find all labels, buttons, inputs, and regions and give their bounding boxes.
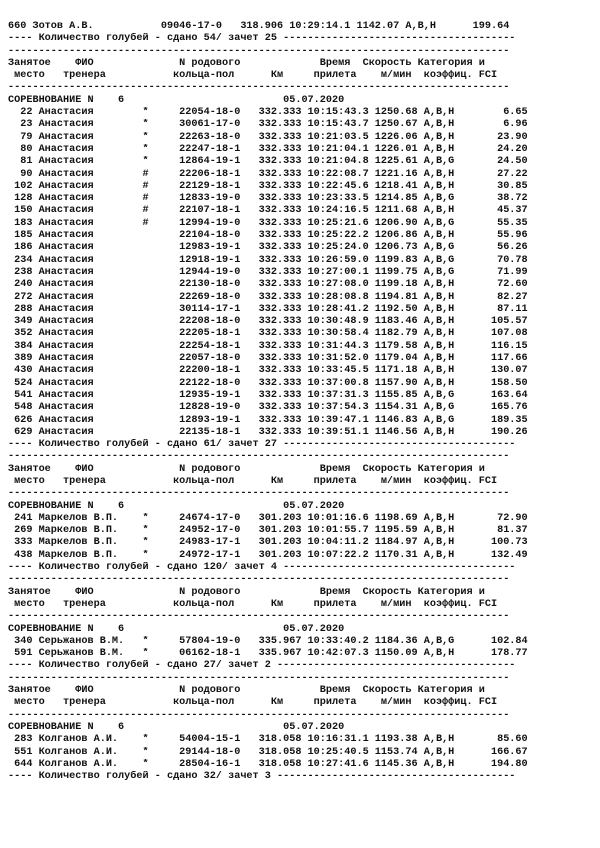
text-line: 626 Анастасия 12893-19-1 332.333 10:39:47.1 1146.83 A,B,G 189.35 xyxy=(8,414,528,426)
text-line: ---------------------------------------------------------------------------------- xyxy=(8,488,510,500)
text-line: 90 Анастасия # 22206-18-1 332.333 10:22:08.7 1221.16 A,B,H 27.22 xyxy=(8,168,528,180)
text-line: 272 Анастасия 22269-18-0 332.333 10:28:08.8 1194.81 A,B,H 82.27 xyxy=(8,291,528,303)
text-line: 591 Серьжанов В.М. * 06162-18-1 335.967 10:42:07.3 1150.09 A,B,H 178.77 xyxy=(8,648,528,660)
text-line: 629 Анастасия 22135-18-1 332.333 10:39:51.1 1146.56 A,B,H 190.26 xyxy=(8,426,528,438)
text-line: ---------------------------------------------------------------------------------- xyxy=(8,451,510,463)
text-line: 352 Анастасия 22205-18-1 332.333 10:30:58.4 1182.79 A,B,H 107.08 xyxy=(8,328,528,340)
text-line: ---- Количество голубей - сдано 54/ зачет 25 -------------------------------------- xyxy=(8,33,516,45)
results-printout xyxy=(8,21,588,783)
text-line: 80 Анастасия * 22247-18-1 332.333 10:21:04.1 1226.01 A,B,H 24.20 xyxy=(8,143,528,155)
text-line: ---------------------------------------------------------------------------------- xyxy=(8,574,510,586)
text-line: ---- Количество голубей - сдано 120/ зачет 4 -------------------------------------- xyxy=(8,562,516,574)
text-line: 79 Анастасия * 22263-18-0 332.333 10:21:03.5 1226.06 A,B,H 23.90 xyxy=(8,131,528,143)
text-line: 524 Анастасия 22122-18-0 332.333 10:37:00.8 1157.90 A,B,H 158.50 xyxy=(8,377,528,389)
text-line: 240 Анастасия 22130-18-0 332.333 10:27:08.0 1199.18 A,B,H 72.60 xyxy=(8,279,528,291)
text-line: ---------------------------------------------------------------------------------- xyxy=(8,709,510,721)
text-line: ---------------------------------------------------------------------------------- xyxy=(8,45,510,57)
text-line: 241 Маркелов В.П. * 24674-17-0 301.203 10:01:16.6 1198.69 A,B,H 72.90 xyxy=(8,512,528,524)
text-line: 269 Маркелов В.П. * 24952-17-0 301.203 10:01:55.7 1195.59 A,B,H 81.37 xyxy=(8,525,528,537)
text-line: место тренера кольца-пол Км прилета м/мин коэффиц. FCI xyxy=(8,598,498,610)
text-line: 234 Анастасия 12918-19-1 332.333 10:26:59.0 1199.83 A,B,G 70.78 xyxy=(8,254,528,266)
text-line: ---- Количество голубей - сдано 27/ зачет 2 --------------------------------------- xyxy=(8,660,516,672)
text-line: ---------------------------------------------------------------------------------- xyxy=(8,672,510,684)
text-line: 384 Анастасия 22254-18-1 332.333 10:31:44.3 1179.58 A,B,H 116.15 xyxy=(8,340,528,352)
text-line: 430 Анастасия 22200-18-1 332.333 10:33:45.5 1171.18 A,B,H 130.07 xyxy=(8,365,528,377)
text-line: 22 Анастасия * 22054-18-0 332.333 10:15:43.3 1250.68 A,B,H 6.65 xyxy=(8,107,528,119)
text-line: 150 Анастасия # 22107-18-1 332.333 10:24:16.5 1211.68 A,B,H 45.37 xyxy=(8,205,528,217)
text-line: 185 Анастасия 22104-18-0 332.333 10:25:22.2 1206.86 A,B,H 55.96 xyxy=(8,230,528,242)
text-line: Занятое ФИО N родового Время Скорость Категория и xyxy=(8,586,485,598)
text-line: 238 Анастасия 12944-19-0 332.333 10:27:00.1 1199.75 A,B,G 71.99 xyxy=(8,266,528,278)
text-line: 438 Маркелов В.П. * 24972-17-1 301.203 10:07:22.2 1170.31 A,B,H 132.49 xyxy=(8,549,528,561)
text-line: ---------------------------------------------------------------------------------- xyxy=(8,82,510,94)
text-line: Занятое ФИО N родового Время Скорость Категория и xyxy=(8,463,485,475)
text-line: место тренера кольца-пол Км прилета м/мин коэффиц. FCI xyxy=(8,70,498,82)
text-line: 349 Анастасия 22208-18-0 332.333 10:30:48.9 1183.46 A,B,H 105.57 xyxy=(8,316,528,328)
text-line: Занятое ФИО N родового Время Скорость Категория и xyxy=(8,57,485,69)
text-line: СОРЕВНОВАНИЕ N 6 05.07.2020 xyxy=(8,500,345,512)
text-line: 186 Анастасия 12983-19-1 332.333 10:25:24.0 1206.73 A,B,G 56.26 xyxy=(8,242,528,254)
text-line: 340 Серьжанов В.М. * 57804-19-0 335.967 10:33:40.2 1184.36 A,B,G 102.84 xyxy=(8,635,528,647)
text-line: Занятое ФИО N родового Время Скорость Категория и xyxy=(8,685,485,697)
text-line: 551 Колганов А.И. * 29144-18-0 318.058 10:25:40.5 1153.74 A,B,H 166.67 xyxy=(8,746,528,758)
text-line: ---- Количество голубей - сдано 32/ зачет 3 --------------------------------------- xyxy=(8,771,516,783)
text-line: 128 Анастасия # 12833-19-0 332.333 10:23:33.5 1214.85 A,B,G 38.72 xyxy=(8,193,528,205)
text-line: 389 Анастасия 22057-18-0 332.333 10:31:52.0 1179.04 A,B,H 117.66 xyxy=(8,353,528,365)
text-line: 548 Анастасия 12828-19-0 332.333 10:37:54.3 1154.31 A,B,G 165.76 xyxy=(8,402,528,414)
text-line: 644 Колганов А.И. * 28504-16-1 318.058 10:27:41.6 1145.36 A,B,H 194.80 xyxy=(8,758,528,770)
text-line: 283 Колганов А.И. * 54004-15-1 318.058 10:16:31.1 1193.38 A,B,H 85.60 xyxy=(8,734,528,746)
text-line: СОРЕВНОВАНИЕ N 6 05.07.2020 xyxy=(8,721,345,733)
text-line: ---------------------------------------------------------------------------------- xyxy=(8,611,510,623)
text-line: СОРЕВНОВАНИЕ N 6 05.07.2020 xyxy=(8,94,345,106)
text-line: место тренера кольца-пол Км прилета м/мин коэффиц. FCI xyxy=(8,475,498,487)
text-line: 23 Анастасия * 30061-17-0 332.333 10:15:43.7 1250.67 A,B,H 6.96 xyxy=(8,119,528,131)
text-line: СОРЕВНОВАНИЕ N 6 05.07.2020 xyxy=(8,623,345,635)
text-line: 333 Маркелов В.П. * 24983-17-1 301.203 10:04:11.2 1184.97 A,B,H 100.73 xyxy=(8,537,528,549)
text-line: 183 Анастасия # 12994-19-0 332.333 10:25:21.6 1206.90 A,B,G 55.35 xyxy=(8,217,528,229)
text-line: 541 Анастасия 12935-19-1 332.333 10:37:31.3 1155.85 A,B,G 163.64 xyxy=(8,389,528,401)
text-line: 81 Анастасия * 12864-19-1 332.333 10:21:04.8 1225.61 A,B,G 24.50 xyxy=(8,156,528,168)
text-line: место тренера кольца-пол Км прилета м/мин коэффиц. FCI xyxy=(8,697,498,709)
text-line: 102 Анастасия # 22129-18-1 332.333 10:22:45.6 1218.41 A,B,H 30.85 xyxy=(8,180,528,192)
text-line: ---- Количество голубей - сдано 61/ зачет 27 -------------------------------------- xyxy=(8,439,516,451)
text-line: 660 Зотов А.В. 09046-17-0 318.906 10:29:14.1 1142.07 A,B,H 199.64 xyxy=(8,21,510,32)
text-line: 288 Анастасия 30114-17-1 332.333 10:28:41.2 1192.50 A,B,H 87.11 xyxy=(8,303,528,315)
